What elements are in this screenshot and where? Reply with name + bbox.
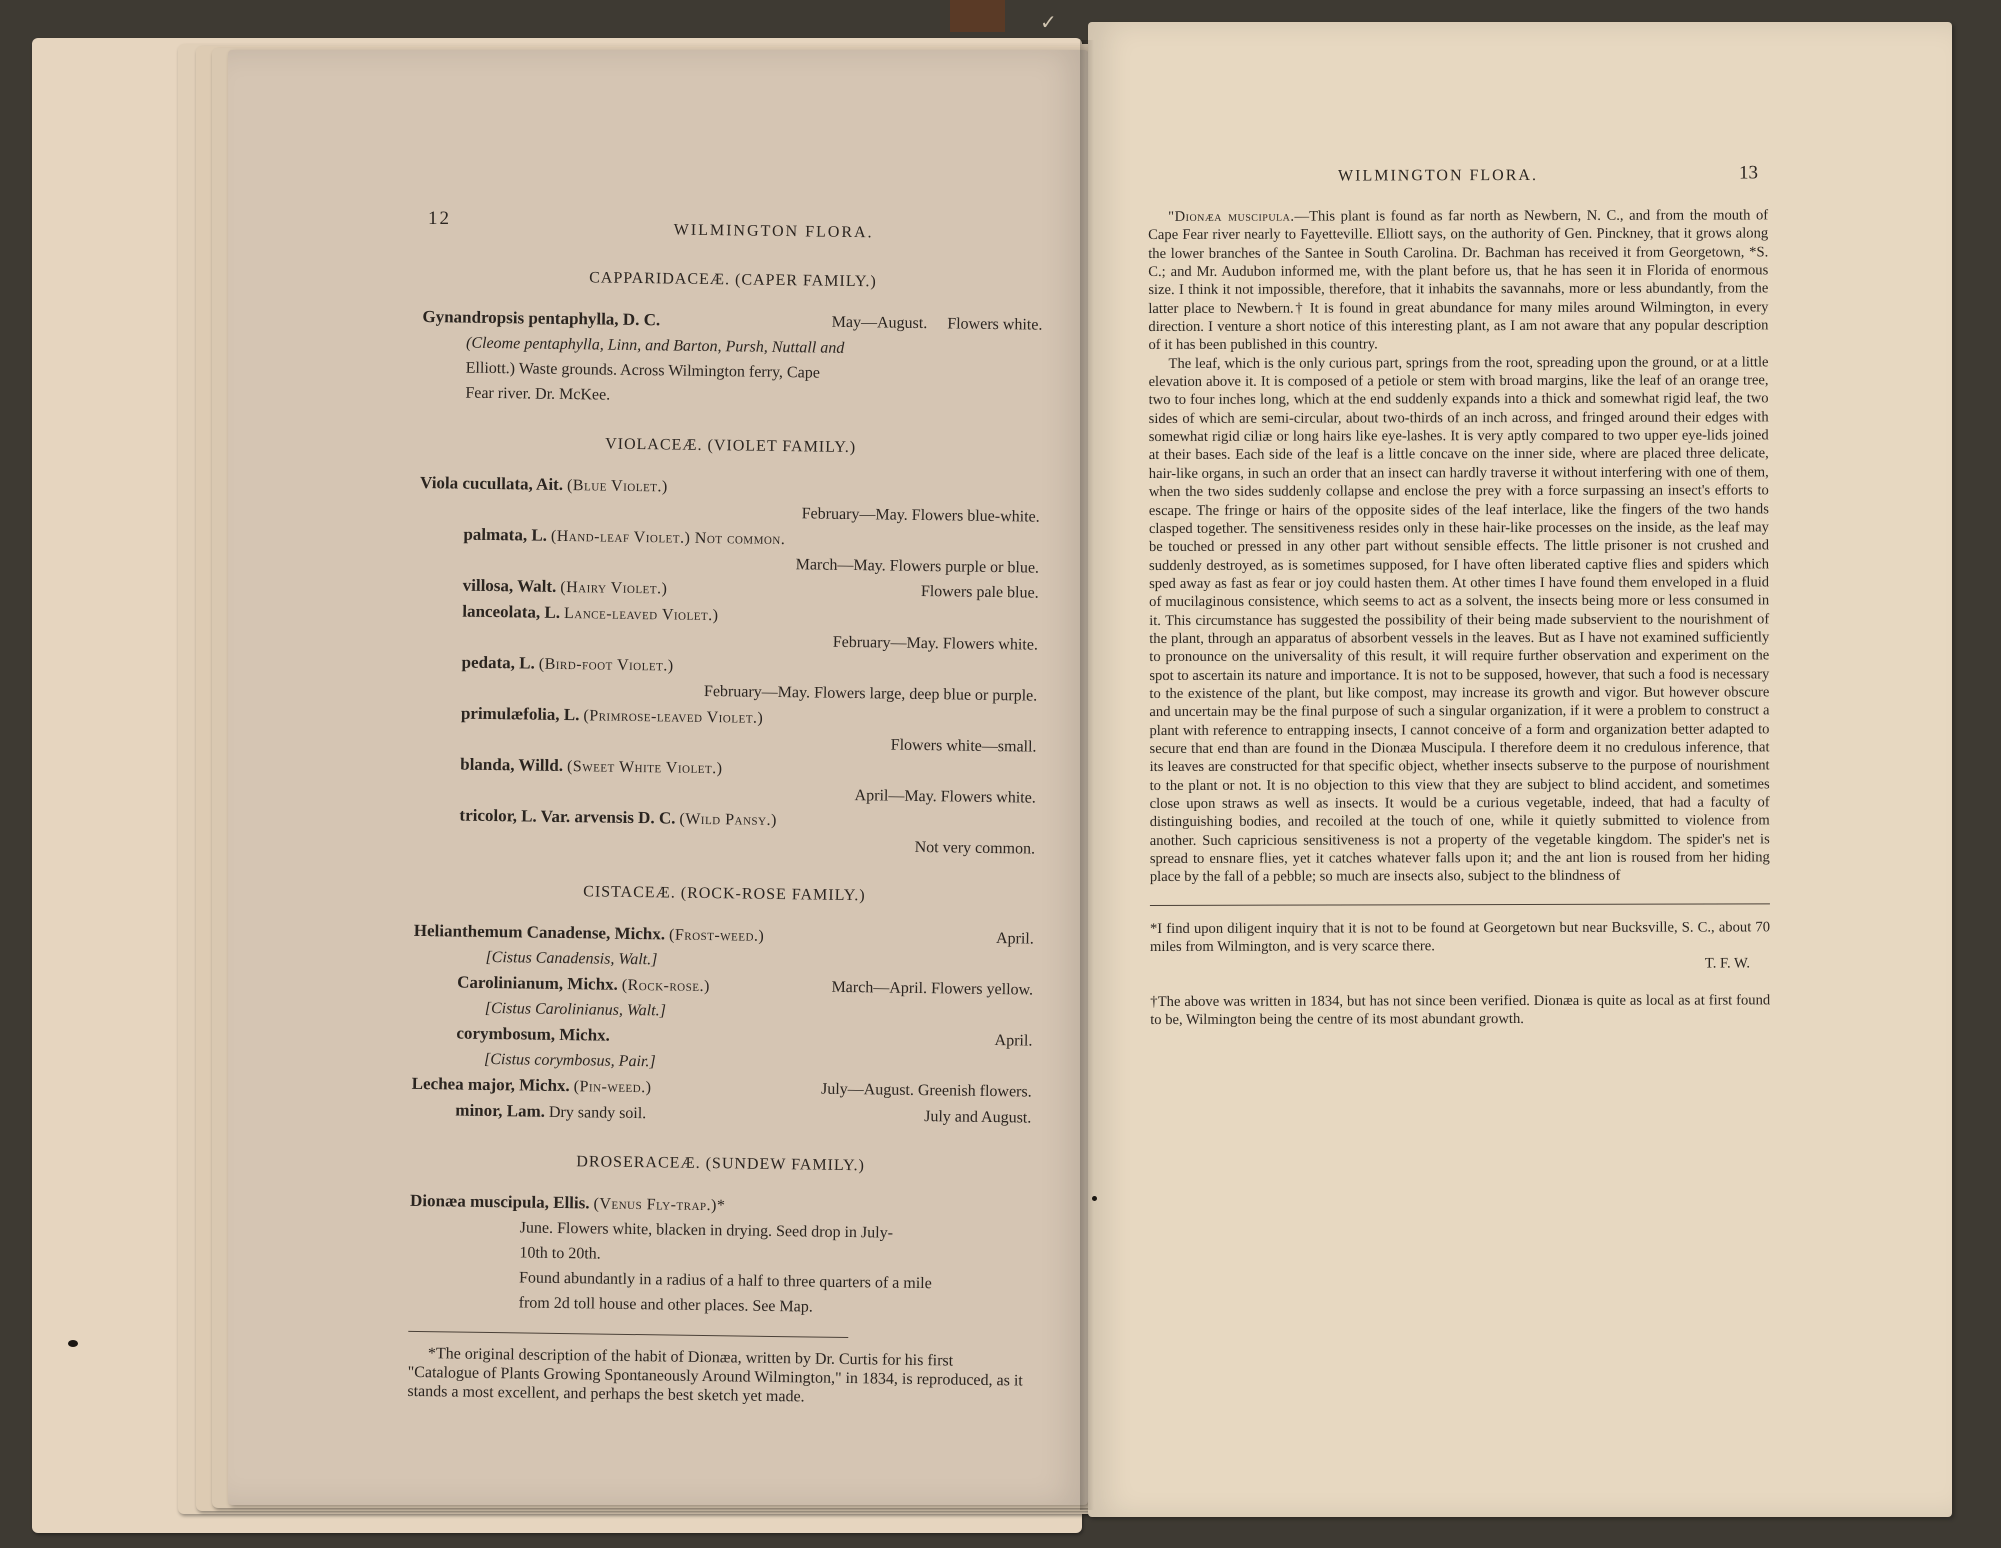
species-name: corymbosum, Michx. [456, 1023, 611, 1045]
species-name: palmata, L. [463, 524, 548, 545]
dionaea-dates: 10th to 20th. [519, 1244, 601, 1263]
viola-blanda-entry [416, 754, 1036, 783]
species-detail: February—May. Flowers white. [832, 633, 1039, 654]
common-name: (Hand-leaf Violet.) Not common. [550, 527, 786, 549]
binding-tab [950, 0, 1005, 32]
species-detail: April—May. Flowers white. [854, 787, 1036, 807]
species-name: Viola cucullata, Ait. [419, 472, 564, 494]
synonym-line: [Cistus corymbosus, Pair.] [483, 1050, 656, 1071]
common-name: (Rock-rose.) [621, 976, 710, 996]
common-name: (Wild Pansy.) [679, 810, 777, 829]
flowers-note: Flowers white. [947, 315, 1043, 334]
habitat-line: Elliott.) Waste grounds. Across Wilmington ferry, Cape [465, 359, 820, 382]
viola-palmata-entry [419, 524, 1039, 553]
species-name: Helianthemum Canadense, Michx. [413, 920, 666, 944]
lechea-major-entry [412, 1074, 1032, 1103]
lead-term: "Dionæa muscipula. [1168, 208, 1295, 225]
locality-line: Fear river. Dr. McKee. [465, 384, 611, 404]
lechea-minor-entry [411, 1100, 1031, 1129]
cistaceae-heading: CISTACEÆ. (ROCK-ROSE FAMILY.) [583, 883, 866, 905]
paragraph-text: —This plant is found as far north as Newbern, N. C., and from the mouth of Cape Fear river nearly to Fayetteville. Elliott says, on the authority of Gen. Pinckney, that it grows along the lower branches of the Santee in South Carolina. Dr. Bachman has received it from Georgetown, *S. C.; and Mr. Audubon informed me, with the plant before us, that he has seen it in Florida of enormous size. I think it not impossible, therefore, that it inhabits the savannahs, more or less abundantly, from the latter place to Newbern.† It is found in great abundance for many miles around Wilmington, in every direction. I venture a short notice of this interesting plant, as I am not aware that any popular description of it has been published in this country. [1148, 207, 1769, 354]
ink-spot [1092, 1196, 1097, 1201]
species-detail: February—May. Flowers blue-white. [801, 505, 1040, 526]
species-detail: Flowers pale blue. [920, 582, 1039, 602]
species-name: primulæfolia, L. [460, 703, 580, 725]
species-name: pedata, L. [461, 652, 535, 673]
helianthemum-corymbosum-entry [412, 1023, 1032, 1052]
species-name: lanceolata, L. [462, 601, 561, 622]
right-page-header [1148, 162, 1768, 208]
species-detail: Flowers white—small. [890, 736, 1037, 756]
species-detail: March—April. Flowers yellow. [831, 978, 1034, 999]
common-name: (Primrose-leaved Violet.) [583, 707, 764, 727]
viola-villosa-entry [419, 575, 1039, 604]
footnote-rule [1150, 903, 1770, 906]
helianthemum-canadense-entry [414, 921, 1034, 950]
species-detail: July and August. [924, 1108, 1032, 1127]
dionaea-locality-cont: from 2d toll house and other places. See Map. [518, 1294, 813, 1316]
species-name: Carolinianum, Michx. [457, 972, 619, 994]
violaceae-heading: VIOLACEÆ. (VIOLET FAMILY.) [605, 435, 857, 457]
common-name: (Sweet White Violet.) [566, 758, 723, 778]
species-detail: July—August. Greenish flowers. [820, 1080, 1032, 1101]
common-name: (Pin-weed.) [573, 1078, 652, 1097]
gynandropsis-entry [422, 307, 1042, 336]
synonym-line: (Cleome pentaphylla, Linn, and Barton, Pursh, Nuttall and [465, 334, 845, 357]
viola-cucullata-entry [420, 473, 1040, 502]
pencil-mark: ✓ [1040, 12, 1057, 34]
dionaea-flowering: June. Flowers white, blacken in drying. Seed drop in July- [519, 1219, 894, 1242]
species-detail: March—May. Flowers purple or blue. [795, 556, 1040, 577]
helianthemum-carolinianum-entry [413, 972, 1033, 1001]
right-running-head: WILMINGTON FLORA. [1337, 166, 1538, 185]
species-name: blanda, Willd. [460, 754, 564, 775]
species-name: Dionæa muscipula, Ellis. [409, 1190, 590, 1213]
species-name: minor, Lam. [455, 1100, 546, 1121]
species-name: Lechea major, Michx. [411, 1073, 570, 1096]
ink-spot [68, 1340, 78, 1347]
species-name: villosa, Walt. [462, 575, 557, 596]
dionaea-locality: Found abundantly in a radius of a half to three quarters of a mile [518, 1269, 932, 1293]
species-detail: April. [994, 1032, 1033, 1050]
common-name: (Blue Violet.) [566, 477, 668, 496]
viola-pedata-entry [417, 652, 1037, 681]
dionaea-entry [410, 1191, 1030, 1220]
species-name: tricolor, L. Var. arvensis D. C. [459, 805, 676, 828]
synonym-line: [Cistus Canadensis, Walt.] [485, 948, 658, 969]
paragraph-leaf-description: The leaf, which is the only curious part, springs from the root, spreading upon the ground, or at a little elevation above it. It is composed of a petiole or stem with broad margins, like the leaf of an orange tree, two to four inches long, which at the end suddenly expands into a thick and somewhat rigid leaf, the two sides of which are semi-circular, about two-thirds of an inch across, and fringed around their edges with somewhat rigid ciliæ or long hairs like eye-lashes. It is very aptly compared to two upper eye-lids joined at their bases. Each side of the leaf is a little concave on the inner side, where are placed three delicate, hair-like organs, in such an order that an insect can hardly traverse it without interfering with one of them, when the two sides suddenly collapse and enclose the prey with a force surpassing an insect's efforts to escape. The fringe or hairs of the opposite sides of the leaf interlace, like the fingers of the two hands clasped together. The sensitiveness resides only in these hair-like processes on the inside, as the leaf may be touched or pressed in any other part without sensible effects. The little prisoner is not crushed and suddenly destroyed, as is sometimes supposed, for I have often liberated captive flies and spiders which sped away as fast as fear or joy could hasten them. At other times I have found them enveloped in a fluid of mucilaginous consistence, which seems to act as a solvent, the insects being more or less consumed in it. This circumstance has suggested the possibility of their being made subservient to the nourishment of the plant, through an apparatus of absorbent vessels in the leaves. But as I have not examined sufficiently to pronounce on the universality of this result, it will require further observation and experiment on the spot to ascertain its nature and importance. It is not to be supposed, however, that such a food is necessary to the existence of the plant, but like compost, may increase its growth and vigor. But however obscure and uncertain may be the final purpose of such a singular organization, if it were a problem to construct a plant with reference to entrapping insects, I cannot conceive of a form and organization better adapted to secure that end than are found in the Dionæa Muscipula. I therefore deem it no credulous inference, that its leaves are constructed for that specific object, whether insects subserve to the purpose of nourishment to the plant or not. It is no objection to this view that they are subject to blind accident, and sometimes close upon straws as well as insects. It would be a curious vegetable, indeed, that had a faculty of distinguishing bodies, and recoiled at the touch of one, while it quietly submitted to violence from another. Such capricious sensitiveness is not a property of the vegetable kingdom. The spider's net is spread to ensnare flies, yet it catches whatever falls upon it; and the ant lion is roused from her hiding place by the fall of a pebble; so much are insects also, subject to the blindness of [1148, 354, 1770, 886]
capparidaceae-heading: CAPPARIDACEÆ. (CAPER FAMILY.) [589, 269, 877, 291]
right-page-number: 13 [1738, 162, 1759, 184]
common-name: (Bird-foot Violet.) [538, 655, 674, 675]
common-name: Lance-leaved Violet.) [563, 604, 719, 625]
right-page-content [1148, 162, 1771, 1029]
left-page-number: 12 [428, 208, 451, 229]
species-detail: Not very common. [914, 838, 1036, 858]
left-running-head: WILMINGTON FLORA. [673, 221, 874, 242]
season-note: May—August. [831, 313, 928, 333]
footnote-signature: T. F. W. [1704, 955, 1751, 972]
paragraph-dionaea-range [1148, 206, 1768, 354]
viola-lanceolata-entry [418, 601, 1038, 630]
species-detail: February—May. Flowers large, deep blue or purple. [703, 682, 1038, 705]
footnote-georgetown: *I find upon diligent inquiry that it is not to be found at Georgetown but near Bucksville, S. C., about 70 miles from Wilmington, and is very scarce there. [1149, 919, 1771, 956]
viola-primulaefolia-entry [417, 703, 1037, 732]
common-name: (Venus Fly-trap.)* [593, 1195, 726, 1215]
common-name: (Hairy Violet.) [560, 578, 668, 598]
common-name: (Frost-weed.) [668, 926, 765, 945]
habitat-note: Dry sandy soil. [548, 1103, 647, 1123]
book-gutter [1080, 40, 1094, 1510]
viola-tricolor-entry [415, 805, 1035, 834]
droseraceae-heading: DROSERACEÆ. (SUNDEW FAMILY.) [576, 1153, 866, 1175]
right-footnotes [1150, 918, 1770, 1029]
left-page-content [407, 205, 1044, 1410]
footnote-rule [408, 1331, 848, 1338]
synonym-line: [Cistus Carolinianus, Walt.] [484, 999, 666, 1020]
footnote-verification: †The above was written in 1834, but has not since been verified. Dionæa is quite as local as at first found to be, Wilmington being the centre of its most abundant growth. [1150, 992, 1771, 1029]
species-detail: April. [995, 930, 1034, 948]
species-name: Gynandropsis pentaphylla, D. C. [422, 306, 661, 330]
left-footnote: *The original description of the habit of Dionæa, written by Dr. Curtis for his first "Catalogue of Plants Growing Spontaneously Around Wilmington," in 1834, is reproduced, as it stands a most excellent, and perhaps the best sketch yet made. [407, 1345, 1023, 1406]
